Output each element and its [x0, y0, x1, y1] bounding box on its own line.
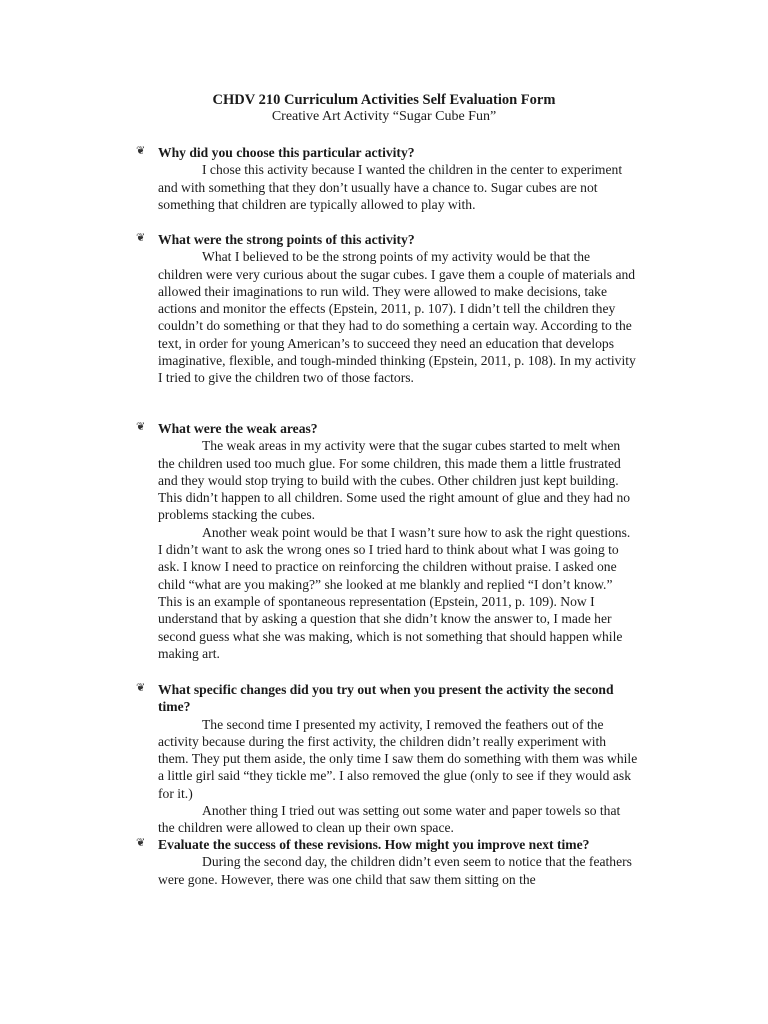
section-paragraph: Another thing I tried out was setting out some water and paper towels so that the children were allowed to clean up their own space.	[158, 803, 621, 836]
section-why-choose	[136, 144, 638, 213]
section-question: Why did you choose this particular activity?	[158, 145, 415, 160]
section-question: What were the strong points of this activity?	[158, 232, 415, 247]
section-question: Evaluate the success of these revisions. How might you improve next time?	[158, 837, 590, 852]
document-subtitle: Creative Art Activity “Sugar Cube Fun”	[271, 109, 497, 124]
section-question: What were the weak areas?	[158, 421, 318, 436]
flower-bullet-icon: ❦	[136, 145, 146, 157]
section-paragraph: What I believed to be the strong points of my activity would be that the children were very curious about the sugar cubes. I gave them a couple of materials and allowed their imaginations to run wild. They were allowed to make decisions, take actions and monitor the effects (Epstein, 2011, p. 107). I didn’t tell the children they couldn’t do something or that they had to do something a certain way. According to the text, in order for young American’s to succeed they need an education that develops imaginative, flexible, and tough-minded thinking (Epstein, 2011, p. 108). In my activity I tried to give the children two of those factors.	[158, 249, 636, 386]
section-paragraph: The weak areas in my activity were that the sugar cubes started to melt when the children used too much glue. For some children, this made them a little frustrated and they would stop trying to build with the cubes. Other children just kept building. This didn’t happen to all children. Some used the right amount of glue and they had no problems stacking the cubes.	[158, 438, 631, 523]
section-paragraph: The second time I presented my activity, I removed the feathers out of the activity because during the first activity, the children didn’t really experiment with them. They put them aside, the only time I saw them do something with them was while a little girl said “they tickle me”. I also removed the glue (only to see if they would ask for it.)	[158, 716, 638, 801]
section-question: What specific changes did you try out when you present the activity the second time?	[158, 682, 614, 715]
flower-bullet-icon: ❦	[136, 232, 146, 244]
section-strong-points	[136, 231, 638, 387]
section-paragraph: Another weak point would be that I wasn’t sure how to ask the right questions. I didn’t want to ask the wrong ones so I tried hard to think about what I was going to ask. I know I need to practice on reinforcing the children without praise. I asked one child “what are you making?” she looked at me blankly and replied “I don’t know.” This is an example of spontaneous representation (Epstein, 2011, p. 109). Now I understand that by asking a question that she didn’t know the answer to, I made her second guess what she was making, which is not something that should happen while making art.	[158, 524, 631, 661]
section-paragraph: I chose this activity because I wanted the children in the center to experiment and with something that they don’t usually have a chance to. Sugar cubes are not something that children are typically allowed to play with.	[158, 162, 623, 212]
flower-bullet-icon: ❦	[136, 837, 146, 849]
section-evaluate-success	[136, 836, 638, 888]
document-title: CHDV 210 Curriculum Activities Self Evaluation Form	[212, 92, 556, 108]
section-specific-changes	[136, 681, 638, 837]
flower-bullet-icon: ❦	[136, 682, 146, 694]
section-paragraph: During the second day, the children didn’t even seem to notice that the feathers were gone. However, there was one child that saw them sitting on the	[158, 854, 632, 887]
section-weak-areas	[136, 420, 638, 662]
flower-bullet-icon: ❦	[136, 421, 146, 433]
